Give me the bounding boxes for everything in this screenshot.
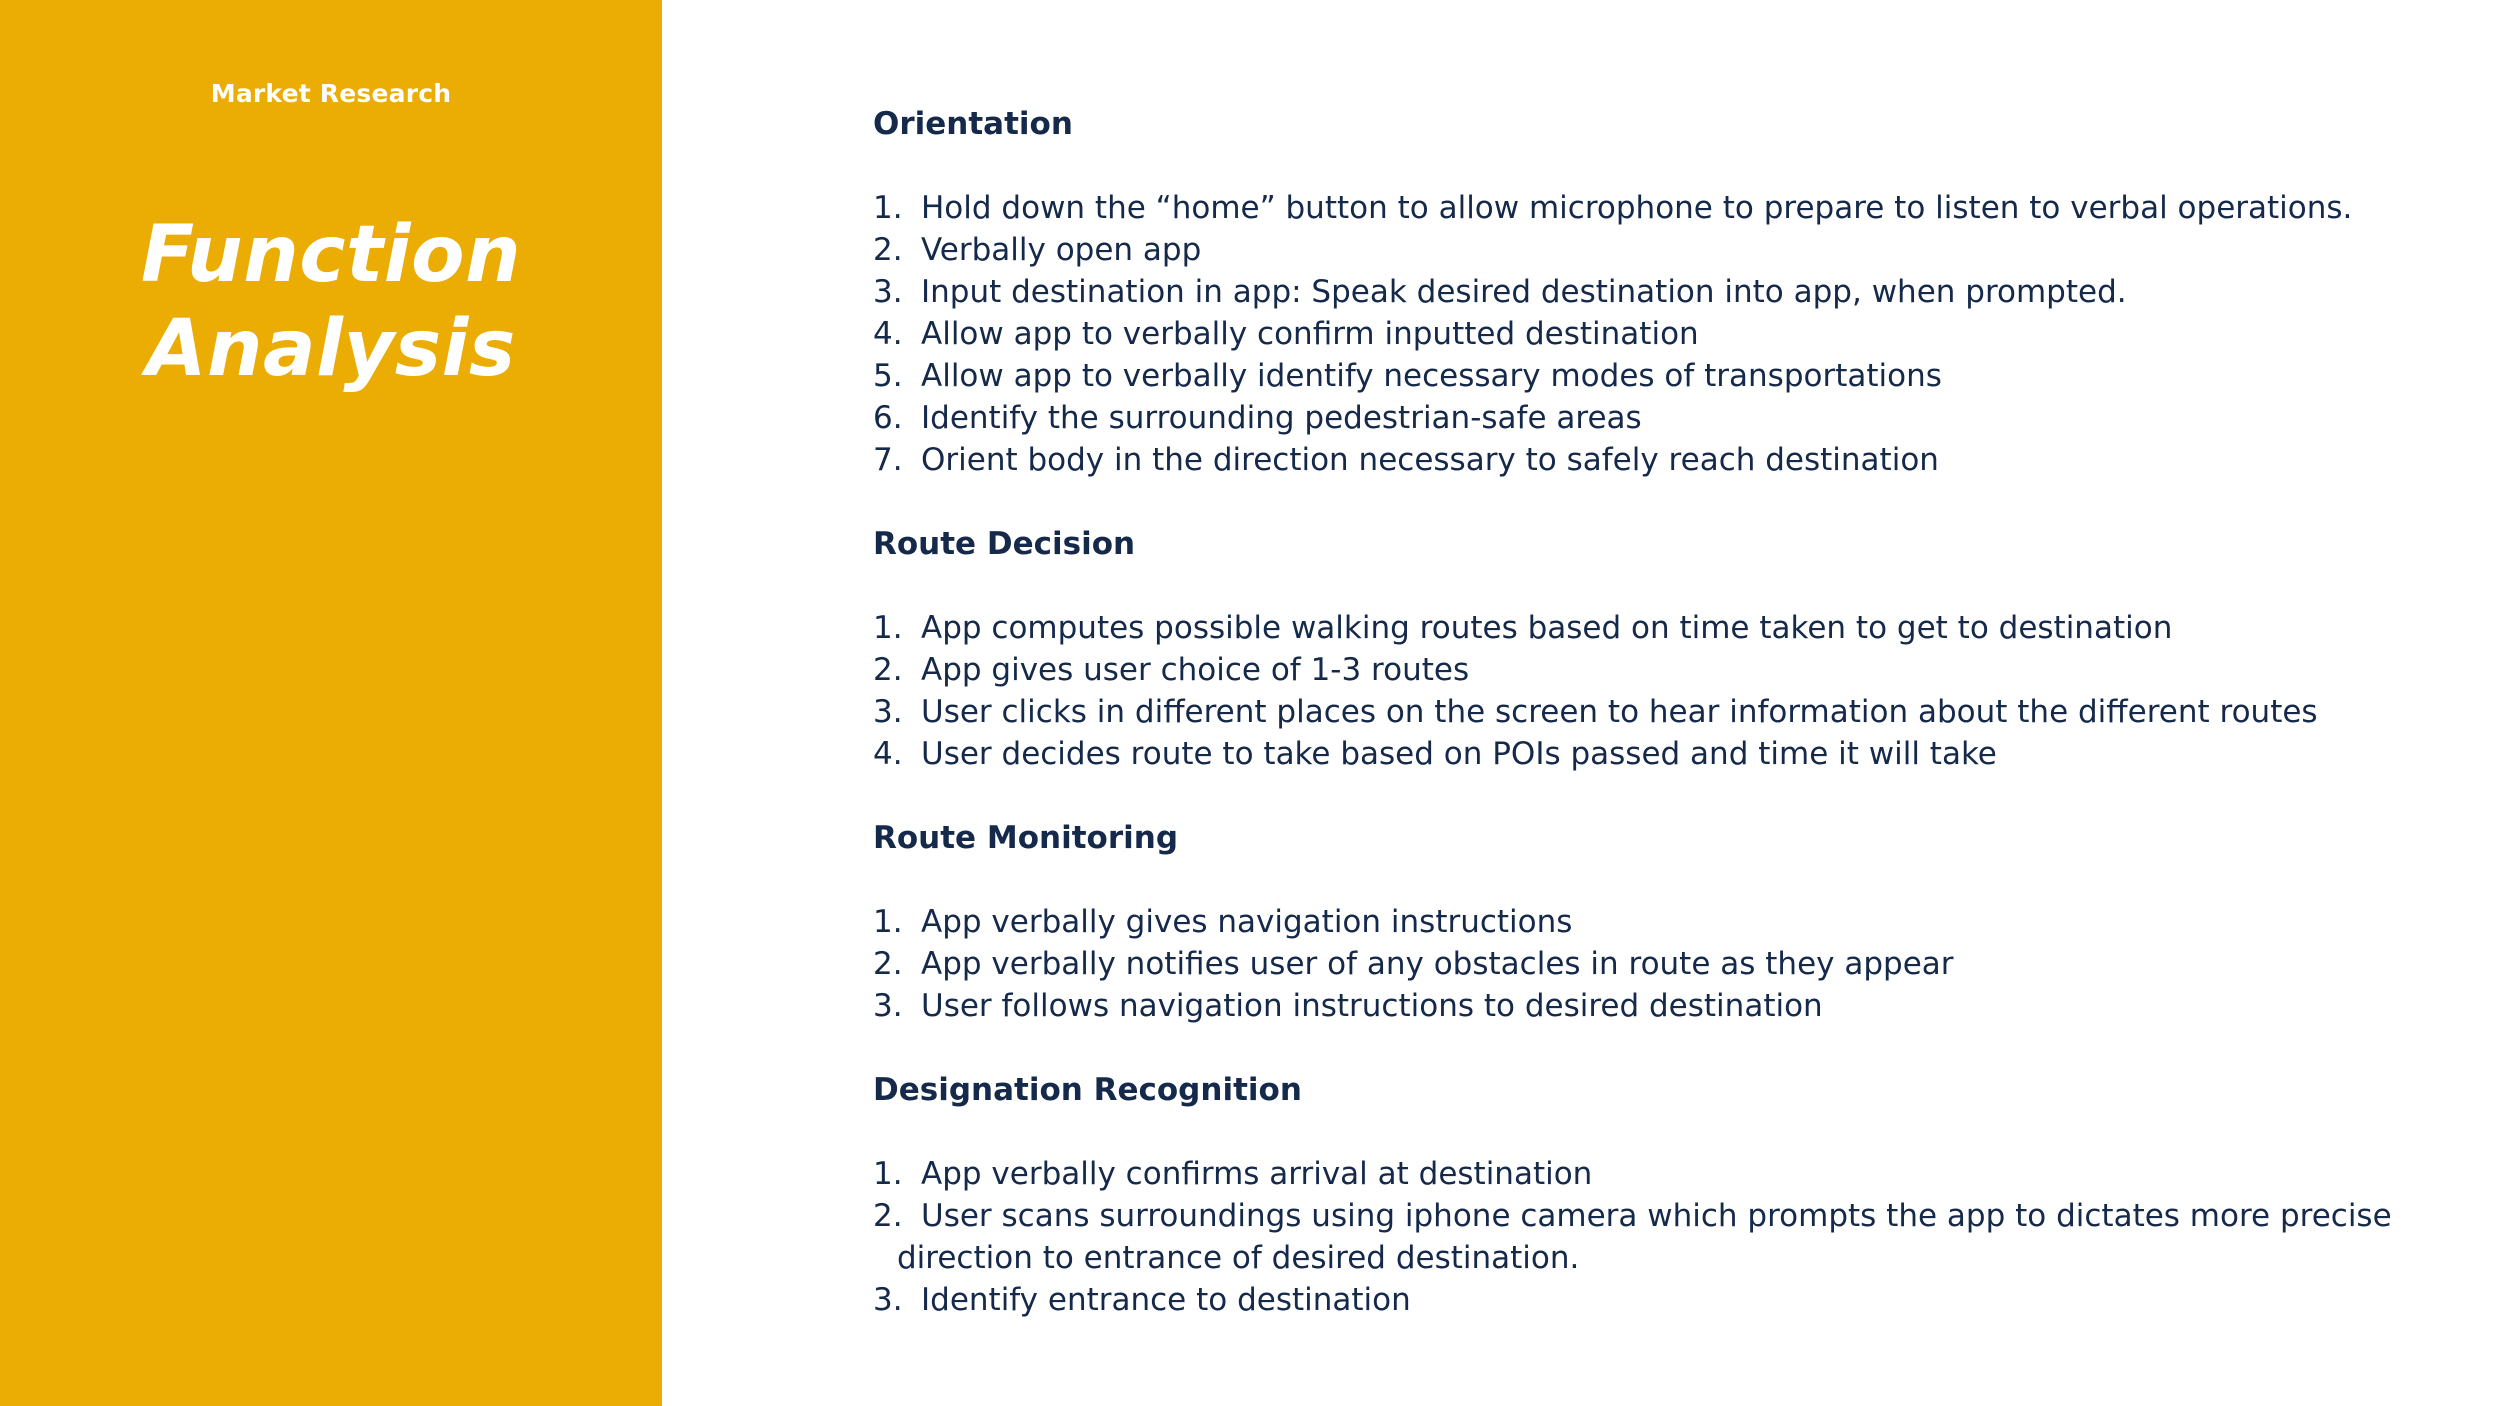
list-number: 2. [873, 652, 903, 688]
list-text: User decides route to take based on POIs passed and time it will take [921, 736, 1997, 772]
list-number: 7. [873, 442, 903, 478]
list-item [873, 1195, 2433, 1237]
list-text: Input destination in app: Speak desired destination into app, when prompted. [921, 274, 2127, 310]
slide-title [0, 208, 662, 396]
list-text: Orient body in the direction necessary to safely reach destination [921, 442, 1939, 478]
list-number: 4. [873, 316, 903, 352]
list-item [873, 1279, 2433, 1321]
list-number: 2. [873, 232, 903, 268]
list-text: User scans surroundings using iphone camera which prompts the app to dictates more precise [921, 1198, 2392, 1234]
section-eyebrow: Market Research [210, 79, 452, 108]
section-heading-designation-recognition: Designation Recognition [873, 1072, 1302, 1108]
slide-title-line-2: Analysis [146, 304, 516, 394]
list-number: 2. [873, 946, 903, 982]
list-item [873, 439, 2433, 481]
section-heading-route-monitoring: Route Monitoring [873, 820, 1179, 856]
designation-recognition-list [873, 1153, 2433, 1321]
list-text: User follows navigation instructions to desired destination [921, 988, 1823, 1024]
section-heading-route-decision: Route Decision [873, 526, 1136, 562]
list-item [873, 607, 2433, 649]
list-item [873, 397, 2433, 439]
list-text: Hold down the “home” button to allow microphone to prepare to listen to verbal operations. [921, 190, 2353, 226]
list-item-continuation [873, 1237, 2433, 1279]
list-item [873, 355, 2433, 397]
list-number: 5. [873, 358, 903, 394]
list-number: 3. [873, 694, 903, 730]
list-item [873, 649, 2433, 691]
list-number: 6. [873, 400, 903, 436]
list-number: 3. [873, 274, 903, 310]
list-item [873, 313, 2433, 355]
list-text: Identify entrance to destination [921, 1282, 1411, 1318]
list-number: 2. [873, 1198, 903, 1234]
list-text: Identify the surrounding pedestrian-safe areas [921, 400, 1642, 436]
list-text: Verbally open app [921, 232, 1202, 268]
list-text-continuation: direction to entrance of desired destination. [897, 1240, 1580, 1276]
list-number: 4. [873, 736, 903, 772]
sidebar-panel [0, 0, 662, 1406]
list-text: App verbally notifies user of any obstacles in route as they appear [921, 946, 1954, 982]
list-number: 1. [873, 610, 903, 646]
list-item [873, 901, 2433, 943]
list-text: App computes possible walking routes based on time taken to get to destination [921, 610, 2173, 646]
list-number: 1. [873, 904, 903, 940]
list-text: App verbally gives navigation instructions [921, 904, 1573, 940]
orientation-list [873, 187, 2433, 481]
list-number: 3. [873, 1282, 903, 1318]
list-text: Allow app to verbally identify necessary modes of transportations [921, 358, 1942, 394]
list-item [873, 1153, 2433, 1195]
list-item [873, 733, 2433, 775]
list-item [873, 985, 2433, 1027]
slide-title-line-1: Function [140, 210, 522, 300]
list-number: 3. [873, 988, 903, 1024]
list-number: 1. [873, 190, 903, 226]
list-text: App verbally confirms arrival at destination [921, 1156, 1593, 1192]
list-text: User clicks in different places on the screen to hear information about the different routes [921, 694, 2318, 730]
content-area [873, 103, 2433, 1321]
route-decision-list [873, 607, 2433, 775]
list-item [873, 943, 2433, 985]
list-item [873, 229, 2433, 271]
list-item [873, 187, 2433, 229]
list-item [873, 271, 2433, 313]
list-text: App gives user choice of 1-3 routes [921, 652, 1470, 688]
section-heading-orientation: Orientation [873, 106, 1073, 142]
route-monitoring-list [873, 901, 2433, 1027]
list-text: Allow app to verbally confirm inputted destination [921, 316, 1699, 352]
list-number: 1. [873, 1156, 903, 1192]
list-item [873, 691, 2433, 733]
